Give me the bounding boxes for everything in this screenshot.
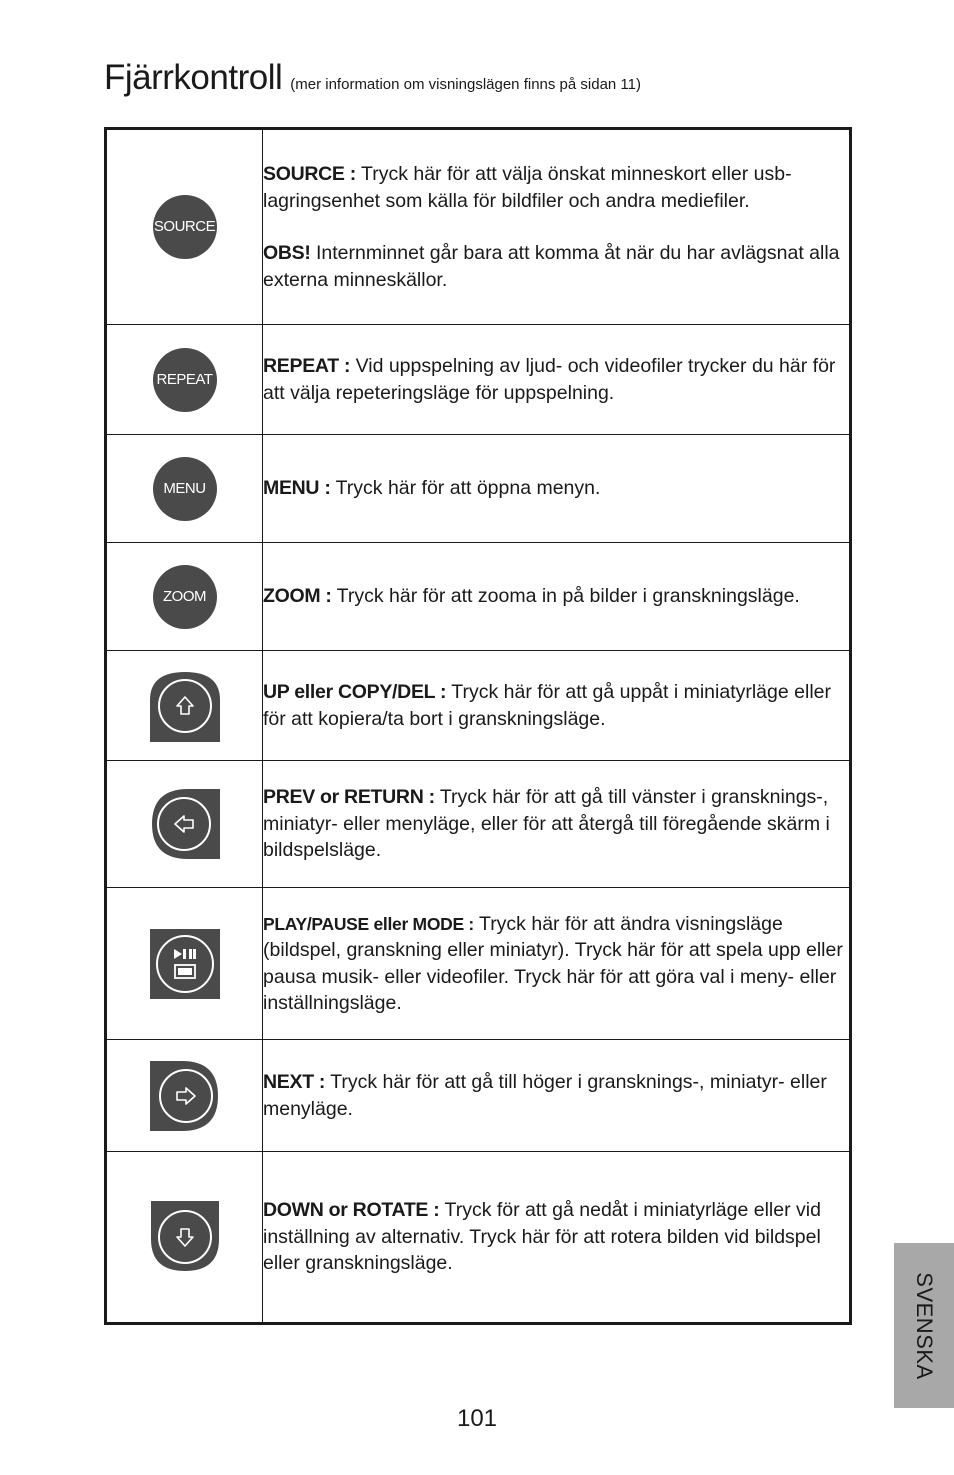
- page-title: [104, 58, 641, 98]
- icon-cell: [106, 888, 263, 1040]
- button-label: ZOOM :: [263, 585, 332, 608]
- button-description: Tryck här för att välja önskat minneskort eller usb-lagringsenhet som källa för bildfiler och andra mediefiler.: [263, 163, 792, 212]
- table-row: [106, 761, 851, 888]
- description-cell: [263, 129, 851, 325]
- table-row: [106, 129, 851, 325]
- icon-cell: [106, 129, 263, 325]
- icon-cell: [106, 325, 263, 435]
- description-cell: [263, 888, 851, 1040]
- icon-cell: [106, 435, 263, 543]
- description-cell: [263, 435, 851, 543]
- zoom-button-icon: ZOOM: [153, 565, 217, 629]
- right-arrow-icon: [150, 1059, 220, 1133]
- page-title-text: Fjärrkontroll: [104, 58, 283, 97]
- repeat-button-icon: REPEAT: [153, 348, 217, 412]
- button-label: PREV or RETURN :: [263, 786, 435, 809]
- language-tab-label: SVENSKA: [912, 1271, 937, 1380]
- table-row: [106, 543, 851, 651]
- description-cell: [263, 761, 851, 888]
- description-cell: [263, 1040, 851, 1152]
- button-description: Tryck här för att öppna menyn.: [330, 477, 601, 500]
- language-tab: [894, 1243, 954, 1408]
- page-number: 101: [456, 1405, 498, 1432]
- note-text: Internminnet går bara att komma åt när du har avlägsnat alla externa minneskällor.: [263, 242, 840, 291]
- button-label: REPEAT :: [263, 355, 351, 377]
- note-label: OBS!: [263, 242, 311, 264]
- button-description: Tryck här för att ändra visningsläge (bildspel, granskning eller miniatyr). Tryck här för att spela upp eller pausa musik- eller videofiler. Tryck här för att göra val i meny- eller inställningsläge.: [263, 912, 843, 1014]
- description-cell: [263, 325, 851, 435]
- description-cell: [263, 1152, 851, 1324]
- button-label: PLAY/PAUSE eller MODE :: [263, 913, 474, 934]
- down-arrow-icon: [149, 1201, 221, 1273]
- source-button-icon: SOURCE: [153, 195, 217, 259]
- icon-cell: [106, 1040, 263, 1152]
- table-row: [106, 651, 851, 761]
- button-description: Tryck här för att gå till höger i gransknings-, miniatyr- eller menyläge.: [263, 1071, 827, 1120]
- button-label: DOWN or ROTATE :: [263, 1199, 440, 1222]
- play-pause-icon: [150, 929, 220, 999]
- table-row: [106, 325, 851, 435]
- description-cell: [263, 651, 851, 761]
- table-row: [106, 1152, 851, 1324]
- button-description: Tryck här för att gå uppåt i miniatyrläge eller för att kopiera/ta bort i granskningsläge.: [263, 681, 831, 730]
- icon-cell: [106, 761, 263, 888]
- description-cell: [263, 543, 851, 651]
- icon-cell: [106, 1152, 263, 1324]
- table-row: [106, 435, 851, 543]
- left-arrow-icon: [150, 787, 220, 861]
- button-label: NEXT :: [263, 1071, 326, 1093]
- table-row: [106, 1040, 851, 1152]
- table-row: [106, 888, 851, 1040]
- button-description: Tryck här för att zooma in på bilder i granskningsläge.: [331, 585, 800, 608]
- icon-cell: [106, 651, 263, 761]
- button-description: Vid uppspelning av ljud- och videofiler trycker du här för att välja repeteringsläge för uppspelning.: [263, 355, 836, 404]
- button-description: Tryck här för att gå till vänster i gransknings-, miniatyr- eller menyläge, eller för att återgå till föregående skärm i bildspelsläge.: [263, 786, 830, 862]
- icon-cell: [106, 543, 263, 651]
- button-description: Tryck för att gå nedåt i miniatyrläge eller vid inställning av alternativ. Tryck här för att rotera bilden vid bildspel eller granskningsläge.: [263, 1199, 821, 1275]
- button-label: SOURCE :: [263, 163, 356, 185]
- remote-control-table: [104, 127, 852, 1325]
- page-subtitle: (mer information om visningslägen finns på sidan 11): [290, 76, 641, 93]
- button-label: MENU :: [263, 477, 331, 500]
- menu-button-icon: MENU: [153, 457, 217, 521]
- up-arrow-icon: [148, 670, 222, 742]
- button-label: UP eller COPY/DEL :: [263, 681, 447, 703]
